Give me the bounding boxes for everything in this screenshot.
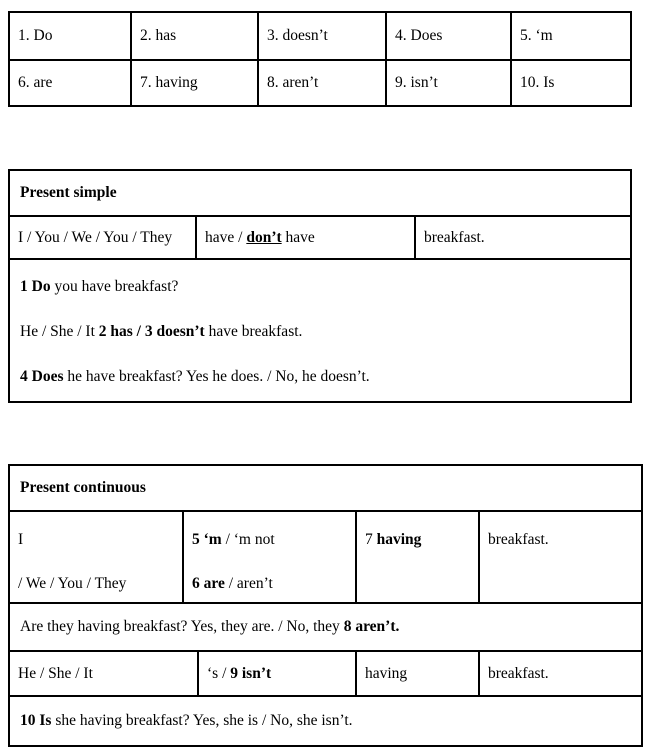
answer-key-row-1 xyxy=(10,13,630,61)
example-text: have breakfast. xyxy=(204,323,303,340)
verb-pre: have / xyxy=(205,228,247,246)
example-text: Are they having breakfast? Yes, they are. / No, they xyxy=(20,618,344,635)
verb-number: 7 xyxy=(365,531,377,548)
answer-cell-10 xyxy=(512,61,630,105)
subject-cell xyxy=(10,652,199,695)
object-line: breakfast. xyxy=(488,531,549,548)
subject-lines xyxy=(18,518,126,602)
auxiliary-text: ‘s / xyxy=(207,664,231,682)
answer-cell-4 xyxy=(387,13,512,59)
subject-cell xyxy=(10,512,184,602)
answer-8: 8 aren’t. xyxy=(343,618,400,635)
subject-line-2: / We / You / They xyxy=(18,575,127,592)
answer-text: 8. aren’t xyxy=(267,74,319,91)
answer-text: 4. Does xyxy=(395,27,443,44)
example-segment xyxy=(20,618,399,636)
answer-7: having xyxy=(376,531,422,548)
example-text: she having breakfast? Yes, she is / No, she isn’t. xyxy=(51,712,353,729)
object-cell xyxy=(480,512,641,602)
object-cell xyxy=(416,217,630,258)
example-text: He / She / It xyxy=(20,323,99,340)
verb-segment xyxy=(205,229,315,247)
answer-4: 4 Does xyxy=(20,368,64,385)
answer-cell-9 xyxy=(387,61,512,105)
verb-line xyxy=(365,518,421,562)
example-text: he have breakfast? Yes he does. / No, he doesn’t. xyxy=(63,368,370,385)
auxiliary-line-1 xyxy=(192,518,275,562)
auxiliary-text: / ‘m not xyxy=(221,531,275,548)
present-continuous-example-1 xyxy=(10,604,641,652)
auxiliary-segment xyxy=(207,665,271,683)
present-simple-title: Present simple xyxy=(20,184,117,201)
answer-text: 2. has xyxy=(140,27,177,44)
subject-text: I / You / We / You / They xyxy=(18,228,173,246)
example-line-1 xyxy=(20,264,620,309)
auxiliary-text: / aren’t xyxy=(224,575,273,592)
object-text: breakfast. xyxy=(424,228,485,246)
answer-cell-8 xyxy=(259,61,387,105)
present-continuous-header xyxy=(10,466,641,512)
present-continuous-title: Present continuous xyxy=(20,479,146,496)
verb-text: having xyxy=(365,664,408,682)
present-simple-header xyxy=(10,171,630,217)
auxiliary-lines xyxy=(192,518,275,602)
present-continuous-table xyxy=(8,464,643,747)
answer-cell-1 xyxy=(10,13,132,59)
answer-text: 9. isn’t xyxy=(395,74,438,91)
answer-text: 6. are xyxy=(18,74,53,91)
answer-6: 6 are xyxy=(192,575,225,592)
auxiliary-cell xyxy=(199,652,357,695)
answer-cell-2 xyxy=(132,13,259,59)
answer-cell-3 xyxy=(259,13,387,59)
answer-key-row-2 xyxy=(10,61,630,105)
answer-cell-6 xyxy=(10,61,132,105)
example-line-3 xyxy=(20,354,620,399)
present-continuous-example-2 xyxy=(10,697,641,745)
verb-negative: don’t xyxy=(246,228,282,246)
object-text: breakfast. xyxy=(488,664,549,682)
subject-cell xyxy=(10,217,197,258)
present-continuous-form-row-2 xyxy=(10,652,641,697)
answer-1: 1 Do xyxy=(20,278,51,295)
auxiliary-line-2 xyxy=(192,562,275,602)
subject-line-1: I xyxy=(18,531,24,548)
answer-text: 10. Is xyxy=(520,74,555,91)
object-cell xyxy=(480,652,641,695)
answer-text: 7. having xyxy=(140,74,198,91)
example-segment xyxy=(20,712,353,730)
verb-cell xyxy=(357,652,480,695)
present-continuous-form-row-1 xyxy=(10,512,641,604)
present-simple-form-row xyxy=(10,217,630,260)
auxiliary-cell xyxy=(184,512,357,602)
answer-9: 9 isn’t xyxy=(230,664,272,682)
answer-cell-7 xyxy=(132,61,259,105)
answer-text: 3. doesn’t xyxy=(267,27,328,44)
answer-text: 5. ‘m xyxy=(520,27,553,44)
example-line-2 xyxy=(20,309,620,354)
present-simple-table xyxy=(8,169,632,403)
answer-text: 1. Do xyxy=(18,27,53,44)
answer-10: 10 Is xyxy=(20,712,52,729)
present-simple-examples xyxy=(10,260,630,401)
subject-text: He / She / It xyxy=(18,664,93,682)
answers-2-3: 2 has / 3 doesn’t xyxy=(98,323,205,340)
verb-cell xyxy=(197,217,416,258)
answer-5: 5 ‘m xyxy=(192,531,222,548)
verb-cell xyxy=(357,512,480,602)
answer-key-table xyxy=(8,11,632,107)
verb-post: have xyxy=(281,228,315,246)
answer-cell-5 xyxy=(512,13,630,59)
example-text: you have breakfast? xyxy=(50,278,179,295)
